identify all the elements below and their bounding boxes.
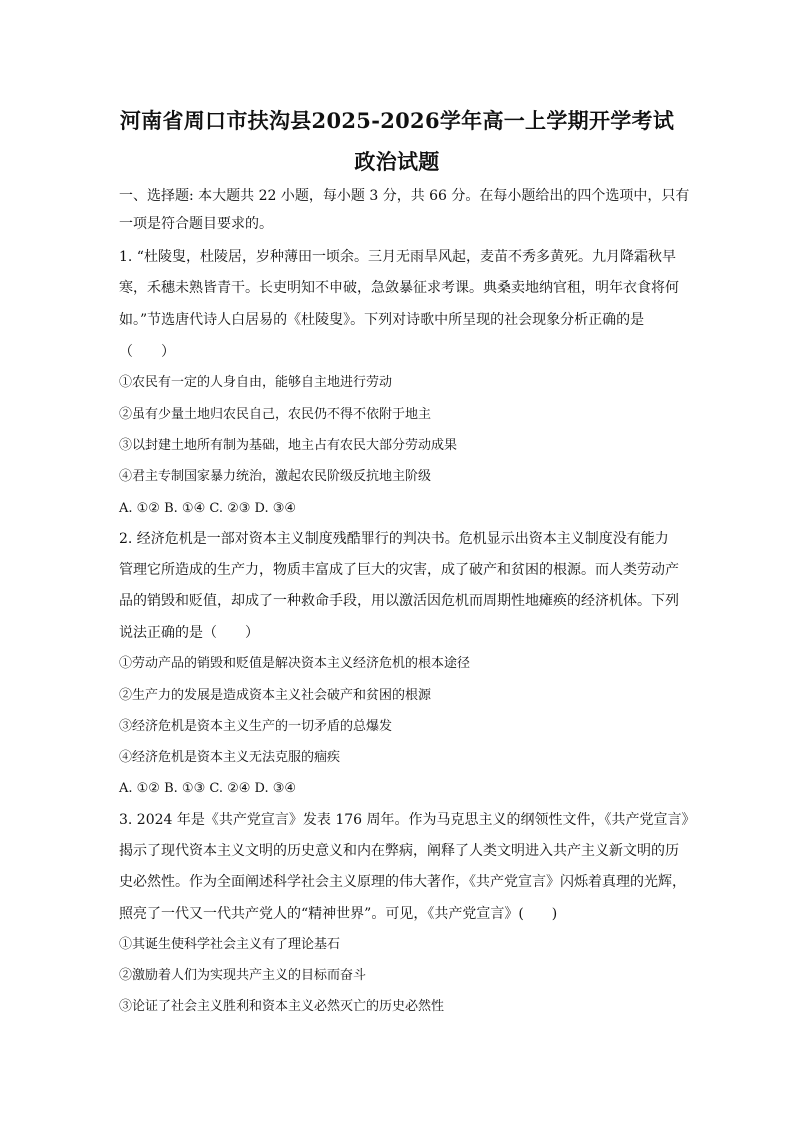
q3-option-1: ①其诞生使科学社会主义有了理论基石 bbox=[119, 937, 341, 952]
q1-option-4: ④君主专制国家暴力统治，激起农民阶级反抗地主阶级 bbox=[119, 469, 432, 484]
q2-answer-choices: A. ①② B. ①③ C. ②④ D. ③④ bbox=[119, 781, 297, 796]
q2-stem-line-2: 管理它所造成的生产力，物质丰富成了巨大的灾害，成了破产和贫困的根源。而人类劳动产 bbox=[119, 562, 679, 578]
q1-stem-line-2: 寒，禾穗未熟皆青干。长吏明知不申破，急敛暴征求考课。典桑卖地纳官租，明年衣食将何 bbox=[119, 280, 679, 296]
q2-option-4: ④经济危机是资本主义无法克服的痼疾 bbox=[119, 750, 341, 765]
section-intro-line-1: 一、选择题: 本大题共 22 小题，每小题 3 分，共 66 分。在每小题给出的四个选项中，只有 bbox=[119, 188, 690, 204]
q2-option-3: ③经济危机是资本主义生产的一切矛盾的总爆发 bbox=[119, 719, 393, 734]
q2-option-2: ②生产力的发展是造成资本主义社会破产和贫困的根源 bbox=[119, 688, 432, 703]
q1-stem-line-3: 如。”节选唐代诗人白居易的《杜陵叟》。下列对诗歌中所呈现的社会现象分析正确的是 bbox=[119, 312, 645, 328]
q3-option-2: ②激励着人们为实现共产主义的目标而奋斗 bbox=[119, 968, 367, 983]
q2-stem-line-3: 品的销毁和贬值，却成了一种救命手段，用以激活因危机而周期性地瘫痪的经济机体。下列 bbox=[119, 593, 679, 609]
section-intro-line-2: 一项是符合题目要求的。 bbox=[119, 216, 273, 232]
q1-answer-blank: （ ） bbox=[119, 344, 175, 360]
q1-answer-choices: A. ①② B. ①④ C. ②③ D. ③④ bbox=[119, 501, 297, 516]
q1-stem-line-1: 1. “杜陵叟，杜陵居，岁种薄田一顷余。三月无雨旱风起，麦苗不秀多黄死。九月降霜秋早 bbox=[119, 249, 676, 265]
q3-stem-line-1: 3. 2024 年是《共产党宣言》发表 176 周年。作为马克思主义的纲领性文件，《共产党宣言》 bbox=[119, 812, 696, 828]
q2-option-1: ①劳动产品的销毁和贬值是解决资本主义经济危机的根本途径 bbox=[119, 656, 471, 671]
q3-stem-line-4: 照亮了一代又一代共产党人的“精神世界”。可见，《共产党宣言》( ) bbox=[119, 906, 558, 922]
q3-option-3: ③论证了社会主义胜利和资本主义必然灭亡的历史必然性 bbox=[119, 999, 445, 1014]
q2-stem-line-4: 说法正确的是（ ） bbox=[119, 625, 259, 641]
q3-stem-line-3: 史必然性。作为全面阐述科学社会主义原理的伟大著作，《共产党宣言》闪烁着真理的光辉， bbox=[119, 874, 686, 890]
q1-option-2: ②虽有少量土地归农民自己，农民仍不得不依附于地主 bbox=[119, 407, 432, 422]
document-title: 河南省周口市扶沟县2025-2026学年高一上学期开学考试 bbox=[119, 108, 675, 133]
q2-stem-line-1: 2. 经济危机是一部对资本主义制度残酷罪行的判决书。危机显示出资本主义制度没有能力 bbox=[119, 531, 669, 547]
document-subtitle: 政治试题 bbox=[354, 149, 440, 174]
q1-option-1: ①农民有一定的人身自由，能够自主地进行劳动 bbox=[119, 375, 393, 390]
q1-option-3: ③以封建土地所有制为基础，地主占有农民大部分劳动成果 bbox=[119, 438, 458, 453]
q3-stem-line-2: 揭示了现代资本主义文明的历史意义和内在弊病，阐释了人类文明进入共产主义新文明的历 bbox=[119, 843, 679, 859]
